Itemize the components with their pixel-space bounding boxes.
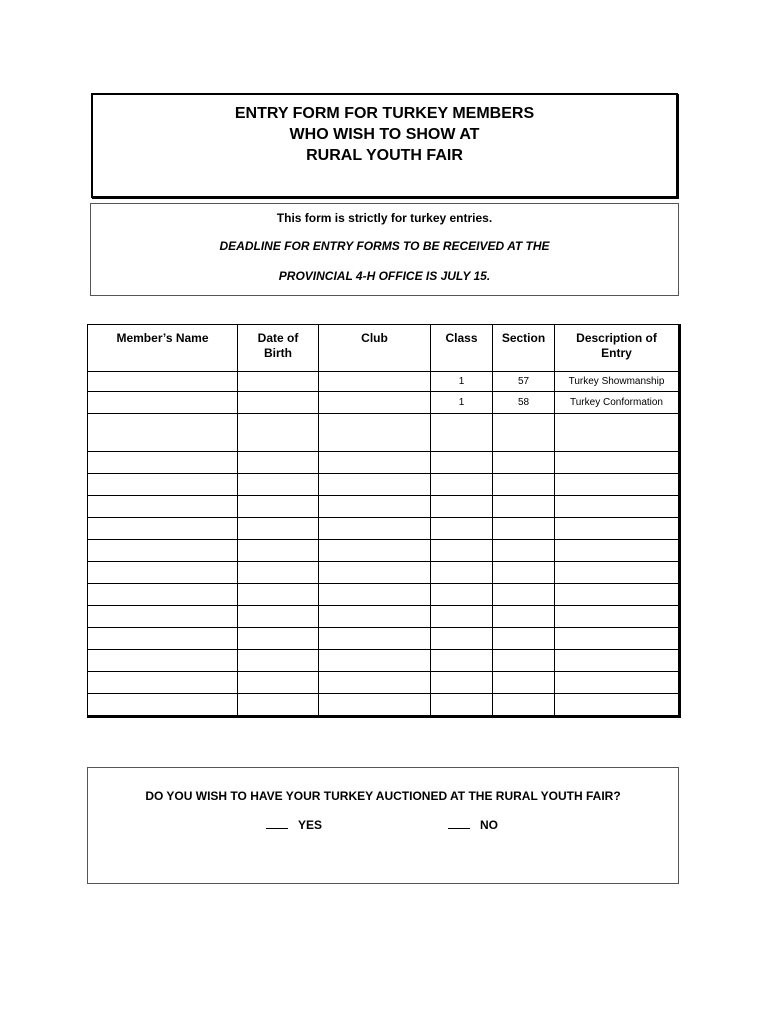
form-title-line-2: WHO WISH TO SHOW AT: [289, 126, 480, 143]
cell-club[interactable]: [319, 496, 431, 518]
cell-members-name[interactable]: [88, 628, 238, 650]
notice-deadline-line-2: PROVINCIAL 4-H OFFICE IS JULY 15.: [278, 269, 491, 283]
cell-description[interactable]: [555, 562, 680, 584]
header-class: Class: [431, 325, 493, 372]
cell-description[interactable]: [555, 518, 680, 540]
cell-date-of-birth[interactable]: [238, 562, 319, 584]
no-blank-line[interactable]: [448, 817, 470, 829]
cell-description[interactable]: [555, 628, 680, 650]
table-row: [88, 518, 680, 540]
cell-description[interactable]: [555, 452, 680, 474]
header-dob-line-2: Birth: [264, 346, 292, 360]
cell-section[interactable]: [493, 606, 555, 628]
form-title-line-1: ENTRY FORM FOR TURKEY MEMBERS: [234, 105, 535, 122]
cell-class[interactable]: [431, 496, 493, 518]
header-club: Club: [319, 325, 431, 372]
cell-club[interactable]: [319, 650, 431, 672]
header-section: Section: [493, 325, 555, 372]
cell-date-of-birth[interactable]: [238, 496, 319, 518]
cell-date-of-birth[interactable]: [238, 584, 319, 606]
yes-blank-line[interactable]: [266, 817, 288, 829]
cell-members-name[interactable]: [88, 562, 238, 584]
cell-class[interactable]: [431, 584, 493, 606]
cell-class[interactable]: [431, 518, 493, 540]
header-desc-line-2: Entry: [601, 346, 632, 360]
cell-date-of-birth[interactable]: [238, 540, 319, 562]
cell-members-name[interactable]: [88, 584, 238, 606]
header-members-name: Member’s Name: [88, 325, 238, 372]
cell-club[interactable]: [319, 606, 431, 628]
cell-description[interactable]: [555, 650, 680, 672]
table-row: [88, 672, 680, 694]
cell-section[interactable]: [493, 474, 555, 496]
header-dob-line-1: Date of: [257, 331, 299, 345]
cell-section[interactable]: [493, 584, 555, 606]
cell-description[interactable]: [555, 496, 680, 518]
cell-class: 1: [431, 372, 493, 392]
table-row: [88, 606, 680, 628]
cell-club[interactable]: [319, 392, 431, 414]
cell-section[interactable]: [493, 672, 555, 694]
form-title-box: [91, 93, 678, 198]
cell-members-name[interactable]: [88, 414, 238, 452]
notice-strict-text: This form is strictly for turkey entries.: [276, 211, 493, 225]
table-row: [88, 562, 680, 584]
cell-section[interactable]: [493, 562, 555, 584]
cell-date-of-birth[interactable]: [238, 628, 319, 650]
cell-club[interactable]: [319, 584, 431, 606]
cell-date-of-birth[interactable]: [238, 606, 319, 628]
cell-members-name[interactable]: [88, 452, 238, 474]
cell-section[interactable]: [493, 496, 555, 518]
table-row: [88, 392, 680, 414]
cell-club[interactable]: [319, 672, 431, 694]
auction-options: [88, 817, 678, 837]
cell-class[interactable]: [431, 672, 493, 694]
form-title-line-3: RURAL YOUTH FAIR: [306, 147, 463, 164]
cell-date-of-birth[interactable]: [238, 694, 319, 717]
table-row: [88, 650, 680, 672]
header-date-of-birth: [238, 325, 319, 372]
table-row: [88, 496, 680, 518]
cell-members-name[interactable]: [88, 392, 238, 414]
cell-description[interactable]: [555, 474, 680, 496]
cell-members-name[interactable]: [88, 694, 238, 717]
cell-members-name[interactable]: [88, 518, 238, 540]
cell-class[interactable]: [431, 562, 493, 584]
cell-section[interactable]: [493, 414, 555, 452]
cell-description: Turkey Conformation: [555, 392, 680, 414]
cell-class[interactable]: [431, 694, 493, 717]
notice-deadline-line-1: DEADLINE FOR ENTRY FORMS TO BE RECEIVED AT THE: [219, 239, 550, 253]
no-label: NO: [480, 818, 498, 832]
cell-description[interactable]: [555, 694, 680, 717]
cell-class[interactable]: [431, 474, 493, 496]
cell-club[interactable]: [319, 694, 431, 717]
notice-box: [90, 203, 679, 296]
cell-club[interactable]: [319, 474, 431, 496]
cell-section: 58: [493, 392, 555, 414]
cell-section[interactable]: [493, 628, 555, 650]
cell-description: Turkey Showmanship: [555, 372, 680, 392]
cell-members-name[interactable]: [88, 672, 238, 694]
header-description: [555, 325, 680, 372]
table-header-row: [88, 325, 680, 372]
cell-club[interactable]: [319, 540, 431, 562]
cell-section[interactable]: [493, 518, 555, 540]
cell-section[interactable]: [493, 650, 555, 672]
cell-class[interactable]: [431, 452, 493, 474]
auction-question: DO YOU WISH TO HAVE YOUR TURKEY AUCTIONED AT THE RURAL YOUTH FAIR?: [145, 789, 621, 803]
table-row: [88, 452, 680, 474]
header-desc-line-1: Description of: [576, 331, 657, 345]
cell-date-of-birth[interactable]: [238, 372, 319, 392]
cell-date-of-birth[interactable]: [238, 414, 319, 452]
cell-section[interactable]: [493, 540, 555, 562]
auction-box: [87, 767, 679, 884]
cell-date-of-birth[interactable]: [238, 518, 319, 540]
auction-yes-option[interactable]: [266, 817, 322, 832]
cell-section: 57: [493, 372, 555, 392]
cell-description[interactable]: [555, 540, 680, 562]
yes-label: YES: [298, 818, 323, 832]
cell-club[interactable]: [319, 372, 431, 392]
cell-members-name[interactable]: [88, 372, 238, 392]
cell-members-name[interactable]: [88, 496, 238, 518]
cell-class[interactable]: [431, 628, 493, 650]
cell-members-name[interactable]: [88, 650, 238, 672]
cell-club[interactable]: [319, 518, 431, 540]
cell-description[interactable]: [555, 672, 680, 694]
cell-members-name[interactable]: [88, 606, 238, 628]
table-row: [88, 628, 680, 650]
auction-no-option[interactable]: [448, 817, 498, 832]
cell-class[interactable]: [431, 414, 493, 452]
cell-club[interactable]: [319, 562, 431, 584]
cell-members-name[interactable]: [88, 540, 238, 562]
table-row: [88, 474, 680, 496]
cell-date-of-birth[interactable]: [238, 672, 319, 694]
cell-description[interactable]: [555, 606, 680, 628]
cell-club[interactable]: [319, 414, 431, 452]
cell-description[interactable]: [555, 584, 680, 606]
table-row: [88, 414, 680, 452]
cell-class[interactable]: [431, 650, 493, 672]
cell-club[interactable]: [319, 452, 431, 474]
cell-date-of-birth[interactable]: [238, 392, 319, 414]
cell-section[interactable]: [493, 452, 555, 474]
cell-description[interactable]: [555, 414, 680, 452]
cell-date-of-birth[interactable]: [238, 452, 319, 474]
table-row: [88, 372, 680, 392]
cell-club[interactable]: [319, 628, 431, 650]
cell-class[interactable]: [431, 540, 493, 562]
entries-table: [87, 324, 681, 718]
table-row: [88, 694, 680, 717]
cell-date-of-birth[interactable]: [238, 474, 319, 496]
cell-date-of-birth[interactable]: [238, 650, 319, 672]
cell-members-name[interactable]: [88, 474, 238, 496]
cell-section[interactable]: [493, 694, 555, 717]
cell-class[interactable]: [431, 606, 493, 628]
table-row: [88, 584, 680, 606]
cell-class: 1: [431, 392, 493, 414]
table-row: [88, 540, 680, 562]
